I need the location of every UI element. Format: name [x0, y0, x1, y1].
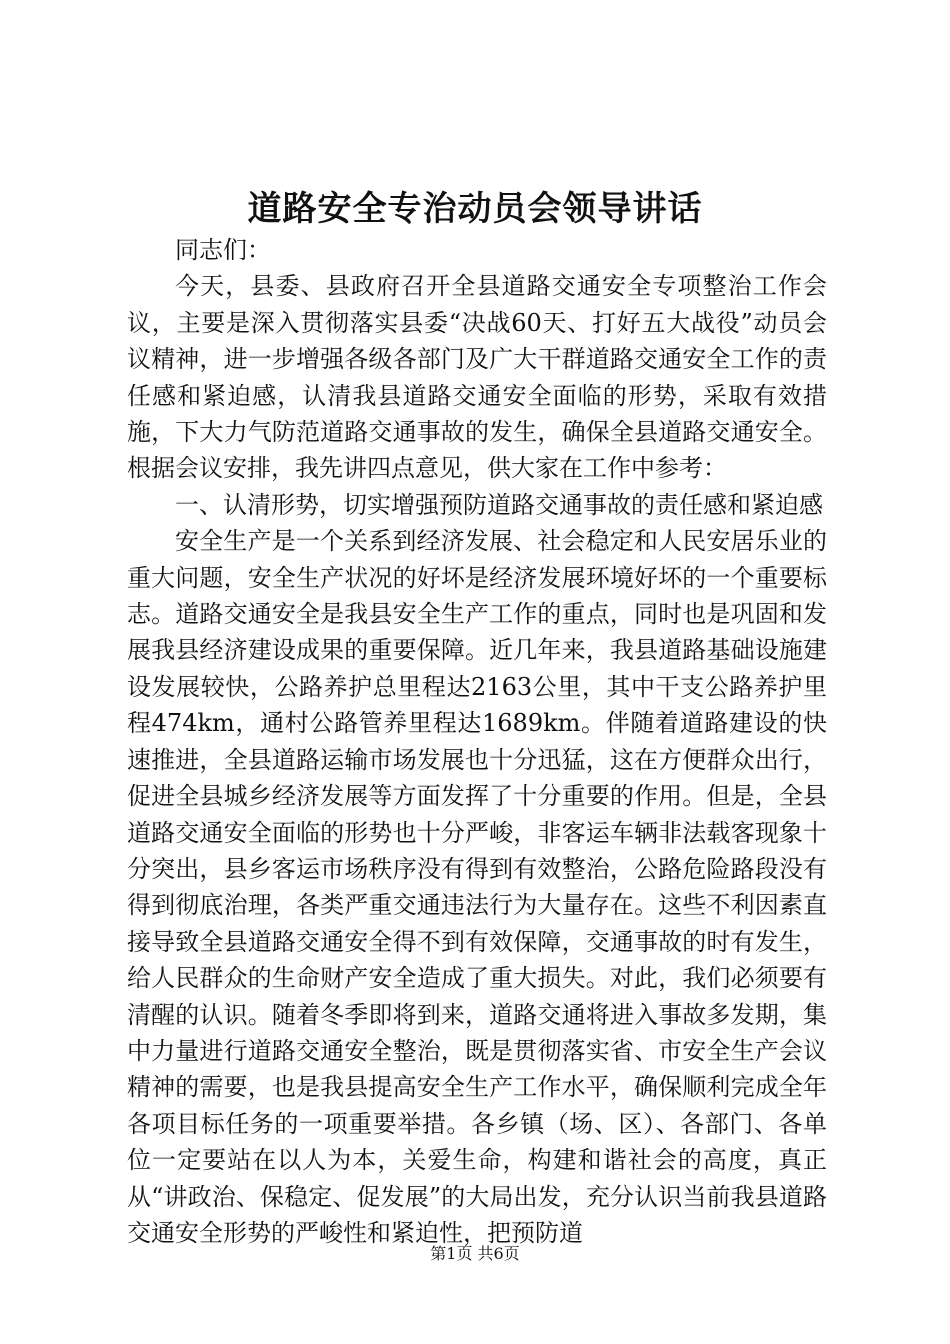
- document-title: 道路安全专治动员会领导讲话: [247, 189, 703, 229]
- intro-paragraph: 今天，县委、县政府召开全县道路交通安全专项整治工作会议，主要是深入贯彻落实县委“决战60天、打好五大战役”动员会议精神，进一步增强各级各部门及广大干群道路交通安全工作的责任感和紧迫感，认清我县道路交通安全面临的形势，采取有效措施，下大力气防范道路交通事故的发生，确保全县道路交通安全。根据会议安排，我先讲四点意见，供大家在工作中参考：: [127, 272, 827, 483]
- salutation-paragraph: 同志们：: [175, 236, 271, 264]
- section-heading-1: 一、认清形势，切实增强预防道路交通事故的责任感和紧迫感: [175, 490, 823, 519]
- body-paragraph: 安全生产是一个关系到经济发展、社会稳定和人民安居乐业的重大问题，安全生产状况的好坏是经济发展环境好坏的一个重要标志。道路交通安全是我县安全生产工作的重点，同时也是巩固和发展我县经济建设成果的重要保障。近几年来，我县道路基础设施建设发展较快，公路养护总里程达2163公里，其中干支公路养护里程474km，通村公路管养里程达1689km。伴随着道路建设的快速推进，全县道路运输市场发展也十分迅猛，这在方便群众出行，促进全县城乡经济发展等方面发挥了十分重要的作用。但是，全县道路交通安全面临的形势也十分严峻，非客运车辆非法载客现象十分突出，县乡客运市场秩序没有得到有效整治，公路危险路段没有得到彻底治理，各类严重交通违法行为大量存在。这些不利因素直接导致全县道路交通安全得不到有效保障，交通事故的时有发生，给人民群众的生命财产安全造成了重大损失。对此，我们必须要有清醒的认识。随着冬季即将到来，道路交通将进入事故多发期，集中力量进行道路交通安全整治，既是贯彻落实省、市安全生产会议精神的需要，也是我县提高安全生产工作水平，确保顺利完成全年各项目标任务的一项重要举措。各乡镇（场、区）、各部门、各单位一定要站在以人为本，关爱生命，构建和谐社会的高度，真正从“讲政治、保稳定、促发展”的大局出发，充分认识当前我县道路交通安全形势的严峻性和紧迫性，把预防道: [127, 527, 827, 1247]
- page-number-footer: 第1页 共6页: [430, 1244, 520, 1263]
- document-body: [127, 232, 827, 1251]
